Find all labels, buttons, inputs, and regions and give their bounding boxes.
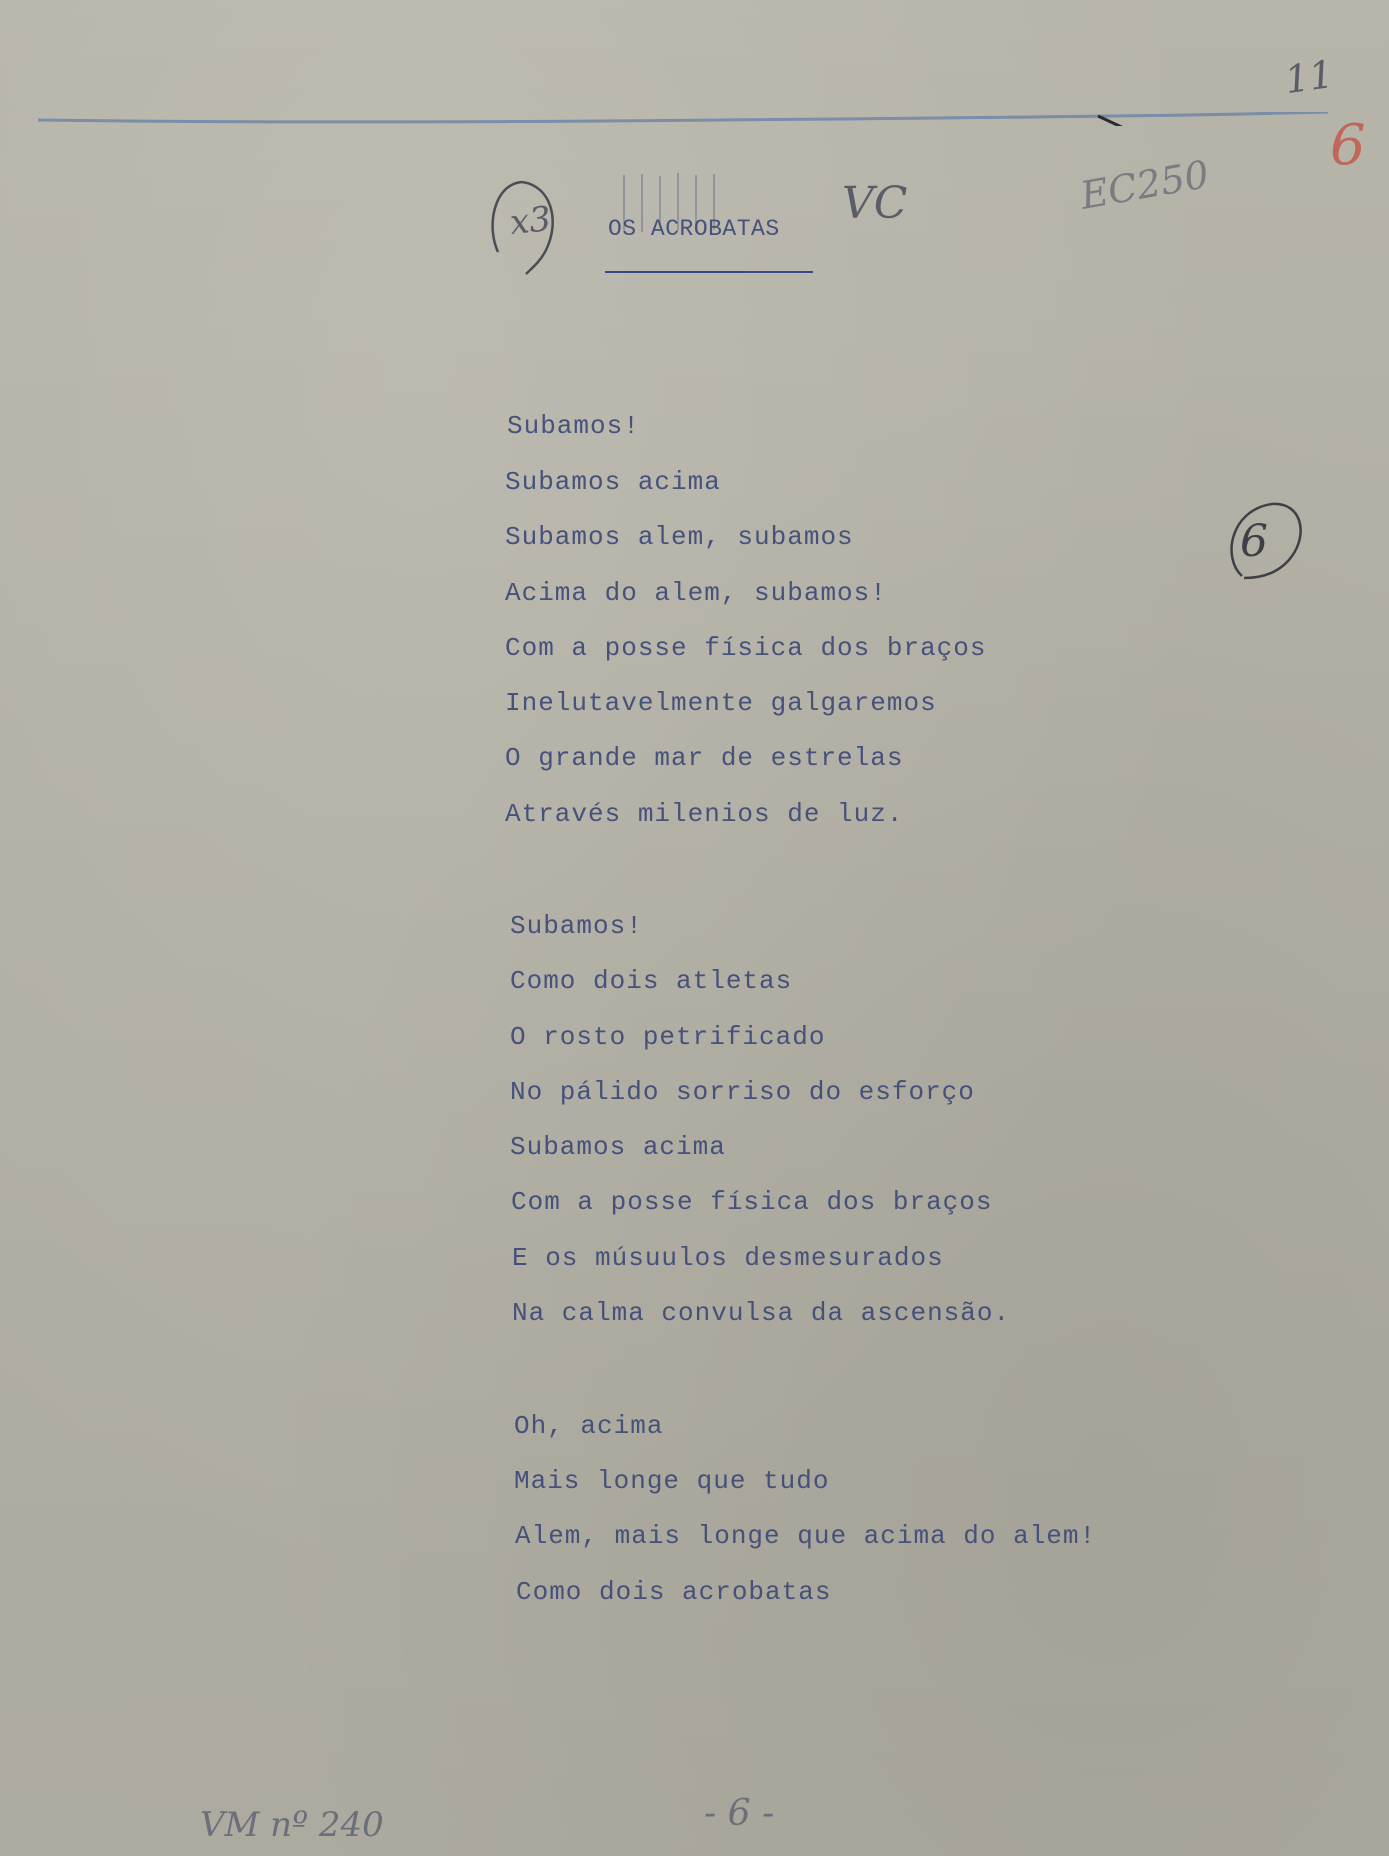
annotation-red-number: 6 — [1330, 113, 1366, 178]
poem-line: O rosto petrificado — [510, 1022, 826, 1052]
poem-line: Oh, acima — [514, 1411, 664, 1441]
poem-line: Na calma convulsa da ascensão. — [512, 1298, 1011, 1328]
poem-line: Com a posse física dos braços — [505, 633, 987, 663]
poem-line: No pálido sorriso do esforço — [510, 1077, 975, 1107]
poem-line: Subamos! — [510, 911, 643, 941]
poem-line: Inelutavelmente galgaremos — [505, 688, 937, 718]
poem-line: Mais longe que tudo — [514, 1466, 830, 1496]
poem-line: Como dois acrobatas — [516, 1577, 832, 1607]
title-underline — [605, 271, 813, 273]
poem-line: Acima do alem, subamos! — [505, 578, 887, 608]
annotation-ec: EC250 — [1077, 152, 1213, 218]
annotation-reference: VM nº 240 — [200, 1805, 384, 1845]
poem-line: O grande mar de estrelas — [505, 743, 904, 773]
circled-annotation-left-text: x3 — [508, 198, 553, 244]
poem-line: Subamos! — [507, 411, 640, 441]
blue-pencil-rule — [38, 112, 1328, 126]
poem-line: Através milenios de luz. — [505, 799, 904, 829]
poem-line: Com a posse física dos braços — [511, 1187, 993, 1217]
annotation-top-number: 11 — [1282, 51, 1337, 103]
poem-line: Subamos alem, subamos — [505, 522, 854, 552]
poem-line: Como dois atletas — [510, 966, 793, 996]
page-title: OS ACROBATAS — [608, 216, 780, 242]
circled-annotation-right-text: 6 — [1240, 516, 1268, 567]
poem-line: Alem, mais longe que acima do alem! — [515, 1521, 1097, 1551]
poem-line: Subamos acima — [505, 467, 721, 497]
page-number: - 6 - — [704, 1793, 775, 1834]
annotation-vc: VC — [842, 178, 908, 229]
poem-line: Subamos acima — [510, 1132, 726, 1162]
poem-line: E os músuulos desmesurados — [512, 1243, 944, 1273]
